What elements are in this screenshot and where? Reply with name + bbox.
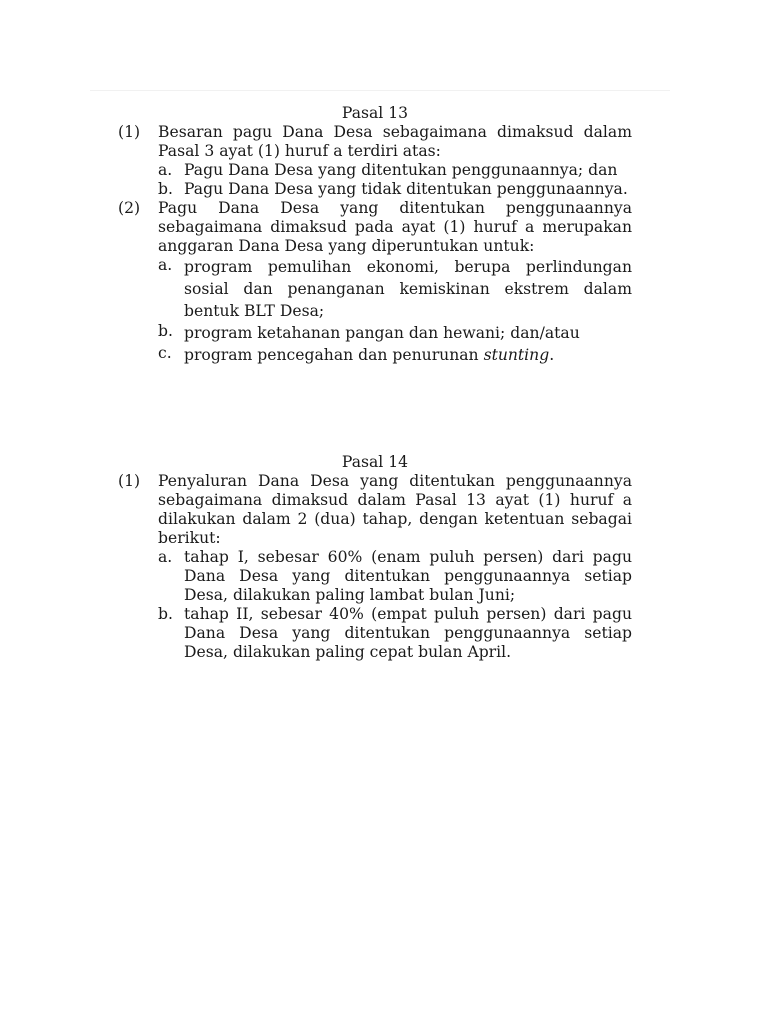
item-letter: a. xyxy=(158,161,173,179)
pasal-13-heading: Pasal 13 xyxy=(341,104,409,122)
pasal-14-heading: Pasal 14 xyxy=(341,453,409,471)
scan-edge-line xyxy=(90,90,670,91)
list-item xyxy=(158,548,632,605)
pasal-13-ayat-2 xyxy=(118,199,632,366)
list-item xyxy=(158,180,632,199)
item-letter: b. xyxy=(158,322,173,340)
ayat-text: Pagu Dana Desa yang ditentukan penggunaannya sebagaimana dimaksud pada ayat (1) huruf a merupakan anggaran Dana Desa yang diperuntukan untuk: xyxy=(158,199,632,255)
ayat-text: Penyaluran Dana Desa yang ditentukan penggunaannya sebagaimana dimaksud dalam Pasal 13 ayat (1) huruf a dilakukan dalam 2 (dua) tahap, dengan ketentuan sebagai berikut: xyxy=(158,472,632,547)
ayat-number: (1) xyxy=(118,123,141,141)
item-text-italic: stunting xyxy=(483,346,550,364)
list-item xyxy=(158,605,632,662)
list-item xyxy=(158,344,632,366)
item-text: Pagu Dana Desa yang ditentukan penggunaannya; dan xyxy=(184,161,618,179)
ayat-text: Besaran pagu Dana Desa sebagaimana dimaksud dalam Pasal 3 ayat (1) huruf a terdiri atas: xyxy=(158,123,632,160)
list-item xyxy=(158,256,632,322)
item-letter: a. xyxy=(158,256,173,274)
item-text: program pemulihan ekonomi, berupa perlindungan sosial dan penanganan kemiskinan ekstrem dalam bentuk BLT Desa; xyxy=(184,258,632,320)
item-text-part: program pencegahan dan penurunan xyxy=(184,346,484,364)
pasal-13-section xyxy=(118,104,632,366)
item-text-part: . xyxy=(549,346,555,364)
item-list xyxy=(158,548,632,662)
pasal-14-section xyxy=(118,453,632,662)
list-item xyxy=(158,161,632,180)
pasal-13-ayat-1 xyxy=(118,123,632,199)
item-letter: b. xyxy=(158,180,173,198)
ayat-number: (2) xyxy=(118,199,141,217)
item-text: program ketahanan pangan dan hewani; dan/atau xyxy=(184,324,580,342)
pasal-14-ayat-1 xyxy=(118,472,632,662)
item-letter: a. xyxy=(158,548,173,566)
ayat-number: (1) xyxy=(118,472,141,490)
item-list xyxy=(158,161,632,199)
item-list xyxy=(158,256,632,366)
list-item xyxy=(158,322,632,344)
item-text: tahap II, sebesar 40% (empat puluh persen) dari pagu Dana Desa yang ditentukan penggunaannya setiap Desa, dilakukan paling cepat bulan April. xyxy=(184,605,632,661)
item-letter: b. xyxy=(158,605,173,623)
item-text: Pagu Dana Desa yang tidak ditentukan penggunaannya. xyxy=(184,180,628,198)
item-text: tahap I, sebesar 60% (enam puluh persen) dari pagu Dana Desa yang ditentukan penggunaannya setiap Desa, dilakukan paling lambat bulan Juni; xyxy=(184,548,632,604)
item-text xyxy=(184,344,632,366)
item-letter: c. xyxy=(158,344,172,362)
